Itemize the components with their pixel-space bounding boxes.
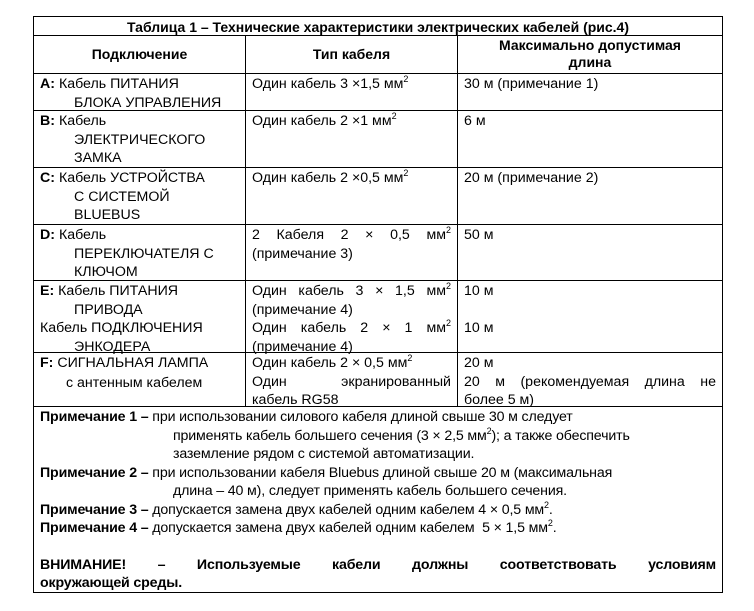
- notes-section: [34, 406, 722, 592]
- cable-type-line: [252, 226, 451, 245]
- cable-type-line: кабель RG58: [252, 392, 339, 408]
- connection-line: ЭНКОДЕРА: [74, 338, 151, 355]
- superscript: 2: [547, 518, 553, 528]
- word: Один: [252, 283, 287, 299]
- connection-cell: [34, 353, 246, 406]
- header-cable-type: Тип кабеля: [246, 36, 458, 73]
- max-length-cell: 50 м: [464, 227, 494, 243]
- header-connection: Подключение: [34, 36, 246, 73]
- cable-type-line: (примечание 4): [252, 301, 353, 318]
- note-text-part: ); а также обеспечить: [491, 427, 630, 444]
- word: 2: [360, 320, 369, 336]
- warning-line: [40, 556, 716, 575]
- word-with-sup: [426, 319, 451, 338]
- note-text-part: применять кабель большего сечения (3 × 2,5 мм: [173, 427, 487, 444]
- warning-line: окружающей среды.: [40, 575, 183, 591]
- superscript: 2: [544, 499, 549, 510]
- cable-type-line: [252, 354, 451, 373]
- word: м: [495, 373, 505, 390]
- note-3: [40, 501, 716, 520]
- superscript: 2: [445, 225, 451, 235]
- word: соответствовать: [499, 556, 617, 573]
- note-label: Примечание 1 –: [40, 409, 149, 425]
- cable-type-cell: [246, 281, 458, 355]
- word: кабель: [298, 283, 344, 299]
- table-header-row: [34, 36, 722, 74]
- note-text: при использовании силового кабеля длиной свыше 30 м следует: [152, 409, 573, 425]
- max-length-value: 10 м: [464, 283, 494, 299]
- cable-type-cell: [246, 74, 458, 110]
- connection-line: Кабель ПИТАНИЯ: [58, 283, 179, 299]
- note-4: [40, 519, 716, 538]
- superscript: 2: [391, 111, 397, 121]
- word: ВНИМАНИЕ!: [40, 556, 127, 573]
- cable-type: Один кабель 3 ×1,5 мм: [252, 76, 404, 92]
- header-max-length-line1: Максимально допустимая: [499, 37, 681, 53]
- row-label: E:: [40, 283, 55, 299]
- note-label: Примечание 3 –: [40, 501, 149, 518]
- cable-type-line: [252, 319, 451, 338]
- word: 2: [340, 227, 349, 243]
- cable-type-cell: [246, 111, 458, 167]
- max-length-cell: 6 м: [464, 113, 486, 129]
- note-text: .: [548, 501, 553, 518]
- connection-line: ЭЛЕКТРИЧЕСКОГО: [74, 131, 206, 148]
- row-label: D:: [40, 227, 55, 243]
- table-row-f: [34, 353, 722, 407]
- superscript: 2: [407, 353, 413, 363]
- superscript: 2: [445, 318, 451, 328]
- connection-cell: [34, 74, 246, 110]
- connection-line: ПРИВОДА: [74, 301, 143, 318]
- table-title-row: [34, 17, 722, 36]
- row-label: B:: [40, 113, 55, 129]
- connection-line: С СИСТЕМОЙ: [74, 188, 170, 205]
- connection-cell: [34, 111, 246, 167]
- connection-line: Кабель УСТРОЙСТВА: [58, 170, 205, 186]
- note-text: [40, 427, 716, 446]
- superscript: 2: [403, 74, 409, 84]
- note-label: Примечание 2 –: [40, 464, 149, 481]
- max-length-cell: 20 м (примечание 2): [464, 170, 599, 186]
- max-length-line: более 5 м): [464, 392, 535, 408]
- connection-line: БЛОКА УПРАВЛЕНИЯ: [74, 94, 222, 111]
- note-text: .: [552, 520, 557, 536]
- connection-line: Кабель ПИТАНИЯ: [58, 76, 179, 92]
- connection-cell: [34, 168, 246, 224]
- connection-line: с антенным кабелем: [66, 374, 203, 391]
- cable-type-line: (примечание 3): [252, 245, 353, 262]
- superscript: 2: [445, 281, 451, 291]
- table-row-a: [34, 74, 722, 111]
- table-row-b: [34, 111, 722, 168]
- table-row-e: [34, 281, 722, 353]
- word: 3: [355, 283, 364, 299]
- connection-line: Кабель: [58, 113, 107, 129]
- word: Кабеля: [276, 227, 325, 243]
- cable-type: Один кабель 2 ×1 мм: [252, 113, 392, 129]
- word: мм: [426, 320, 446, 336]
- word: условиям: [648, 556, 716, 573]
- cable-type-cell: [246, 168, 458, 224]
- word: кабели: [332, 556, 381, 573]
- max-length-cell: [458, 281, 722, 352]
- note-text: при использовании кабеля Bluebus длиной свыше 20 м (максимальная: [152, 464, 613, 481]
- cable-specs-table: [33, 16, 723, 593]
- connection-cell: [34, 281, 246, 355]
- word: ×: [375, 283, 384, 299]
- word: мм: [426, 283, 446, 299]
- word: –: [157, 556, 166, 573]
- word: длина: [644, 373, 685, 390]
- cable-type-cell: [246, 225, 458, 280]
- word: кабель: [300, 320, 347, 336]
- word: должны: [412, 556, 469, 573]
- note-1: [40, 408, 716, 464]
- max-length-value: 20 м: [464, 355, 494, 371]
- word: Используемые: [196, 556, 301, 573]
- word: 1,5: [395, 283, 415, 299]
- warning: [40, 556, 716, 593]
- max-length-cell: 30 м (примечание 1): [464, 76, 599, 92]
- max-length-cell: [458, 353, 722, 406]
- connection-line: КЛЮЧОМ: [74, 264, 138, 280]
- word: экранированный: [341, 373, 451, 390]
- table-row-d: [34, 225, 722, 281]
- word-with-sup: [426, 282, 451, 301]
- max-length-value: 10 м: [464, 320, 494, 336]
- cable-type-cell: [246, 353, 458, 406]
- table-title: Таблица 1 – Технические характеристики электрических кабелей (рис.4): [126, 19, 630, 35]
- cable-type-line: [252, 282, 451, 301]
- superscript: 2: [486, 425, 492, 436]
- note-text: допускается замена двух кабелей одним кабелем 5 × 1,5 мм: [152, 520, 548, 536]
- header-max-length: [458, 36, 722, 73]
- note-2: [40, 464, 716, 501]
- word: мм: [426, 227, 446, 243]
- note-text: длина – 40 м), следует применять кабель большего сечения.: [173, 483, 567, 499]
- word: (рекомендуемая: [520, 373, 630, 390]
- word-with-sup: [426, 226, 451, 245]
- word: Один: [252, 320, 287, 336]
- note-text: допускается замена двух кабелей одним кабелем 4 × 0,5 мм: [152, 501, 545, 518]
- header-max-length-line2: длина: [568, 54, 612, 70]
- word: не: [700, 373, 716, 390]
- table-row-c: [34, 168, 722, 225]
- row-label: A:: [40, 76, 55, 92]
- max-length-line: [464, 373, 716, 392]
- word: ×: [365, 227, 374, 243]
- cable-type: Один кабель 2 × 0,5 мм: [252, 355, 408, 371]
- note-text: заземление рядом с системой автоматизации.: [173, 446, 475, 462]
- connection-line: Кабель: [58, 227, 107, 243]
- row-label: F:: [40, 355, 54, 371]
- word: ×: [382, 320, 391, 336]
- cable-type: Один кабель 2 ×0,5 мм: [252, 170, 404, 186]
- connection-line: СИГНАЛЬНАЯ ЛАМПА: [57, 355, 209, 371]
- connection-line: BLUEBUS: [74, 207, 141, 223]
- superscript: 2: [403, 168, 409, 178]
- connection-cell: [34, 225, 246, 280]
- word: 2: [252, 227, 260, 243]
- cable-type-line: (примечание 4): [252, 338, 353, 355]
- connection-line: ПЕРЕКЛЮЧАТЕЛЯ С: [74, 245, 214, 262]
- row-label: C:: [40, 170, 55, 186]
- word: 20: [464, 373, 480, 390]
- word: Один: [252, 373, 287, 390]
- word: 1: [404, 320, 413, 336]
- word: 0,5: [390, 227, 410, 243]
- cable-type-line: [252, 373, 451, 392]
- note-label: Примечание 4 –: [40, 520, 149, 536]
- connection-line: ЗАМКА: [74, 150, 122, 166]
- connection-line: Кабель ПОДКЛЮЧЕНИЯ: [40, 320, 203, 336]
